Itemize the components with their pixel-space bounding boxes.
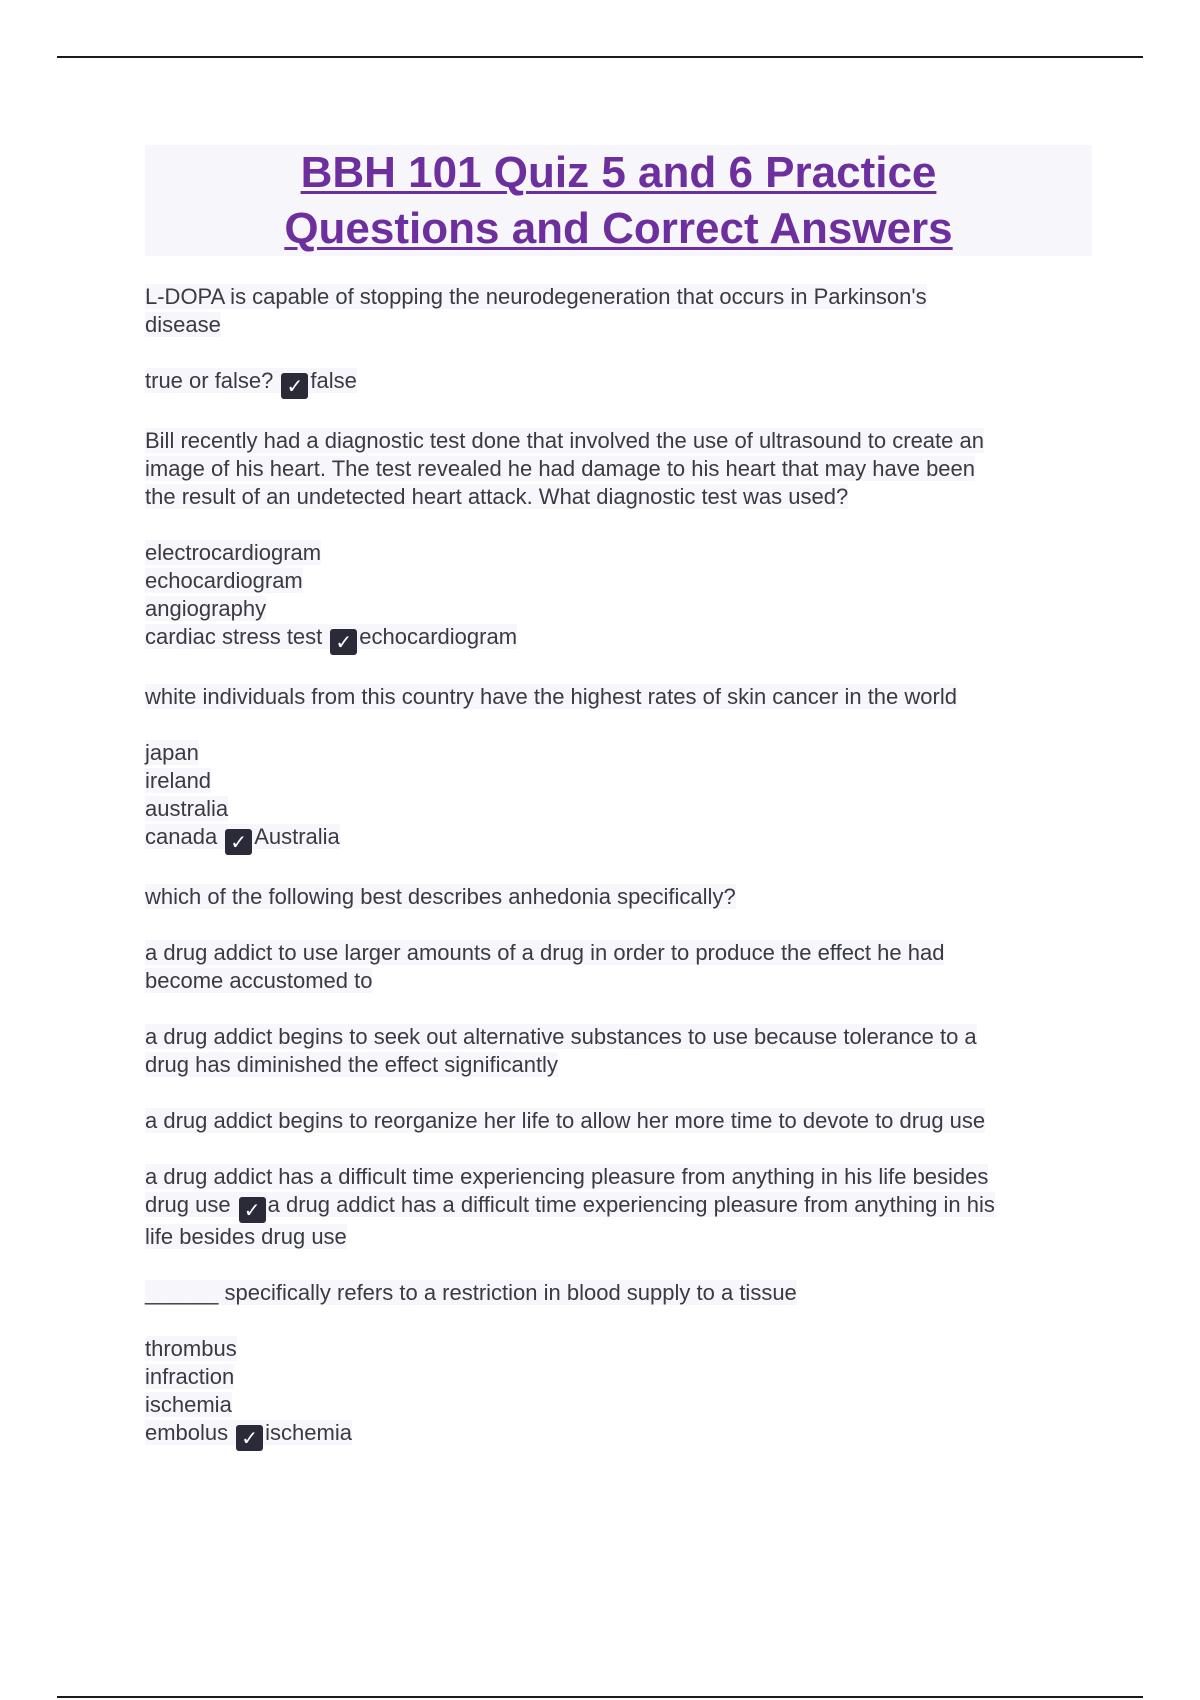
question-4-option-2: a drug addict begins to seek out alternative substances to use because tolerance to a drug has diminished the effect significantly — [145, 1024, 977, 1077]
question-3-answer: Australia — [254, 824, 340, 849]
option: infraction — [145, 1364, 235, 1389]
question-1-prompt: L-DOPA is capable of stopping the neurodegeneration that occurs in Parkinson's disease — [145, 284, 927, 337]
option: australia — [145, 796, 229, 821]
question-1-answer: false — [310, 368, 357, 393]
question-3-prompt: white individuals from this country have the highest rates of skin cancer in the world — [145, 684, 957, 709]
question-5-answer: ischemia — [265, 1420, 352, 1445]
checkmark-icon: ✓ — [281, 373, 308, 399]
question-4-prompt: which of the following best describes anhedonia specifically? — [145, 884, 736, 909]
option: angiography — [145, 596, 267, 621]
option: echocardiogram — [145, 568, 303, 593]
question-4-option-1: a drug addict to use larger amounts of a drug in order to produce the effect he had become accustomed to — [145, 940, 945, 993]
question-list — [145, 283, 1095, 1479]
checkmark-icon: ✓ — [239, 1197, 266, 1223]
title-banner — [145, 145, 1092, 256]
question-2-answer: echocardiogram — [359, 624, 518, 649]
question-4-answer: a drug addict has a difficult time experiencing pleasure from anything in his — [267, 1192, 995, 1217]
question-5-prompt: ______ specifically refers to a restriction in blood supply to a tissue — [145, 1280, 797, 1305]
option: electrocardiogram — [145, 540, 322, 565]
option: cardiac stress test — [145, 624, 323, 649]
option: canada — [145, 824, 218, 849]
checkmark-icon: ✓ — [236, 1425, 263, 1451]
option: embolus — [145, 1420, 229, 1445]
question-4-answer-cont: life besides drug use — [145, 1224, 347, 1249]
question-1-options: true or false? — [145, 368, 274, 393]
checkmark-icon: ✓ — [330, 629, 357, 655]
option: ireland — [145, 768, 212, 793]
option: ischemia — [145, 1392, 232, 1417]
question-3-options — [145, 739, 1095, 855]
option: thrombus — [145, 1336, 237, 1361]
document-title — [145, 145, 1092, 257]
bottom-rule — [57, 1696, 1143, 1698]
checkmark-icon: ✓ — [225, 829, 252, 855]
question-2-options — [145, 539, 1095, 655]
question-2-prompt: Bill recently had a diagnostic test done that involved the use of ultrasound to create an image of his heart. The test revealed he had damage to his heart that may have been the result of an undetected heart attack. What diagnostic test was used? — [145, 428, 984, 509]
option: japan — [145, 740, 199, 765]
question-4-option-3: a drug addict begins to reorganize her life to allow her more time to devote to drug use — [145, 1108, 986, 1133]
question-5-options — [145, 1335, 1095, 1451]
title-line-2: Questions and Correct Answers — [284, 204, 953, 253]
question-4-option-4: a drug addict has a difficult time experiencing pleasure from anything in his life besides drug use ✓ a drug addict has a difficult time experiencing pleasure from anything in his life besides drug use — [145, 1164, 995, 1249]
question-1-answer-row — [145, 367, 1095, 399]
title-line-1: BBH 101 Quiz 5 and 6 Practice — [300, 148, 937, 197]
top-rule — [57, 56, 1143, 58]
